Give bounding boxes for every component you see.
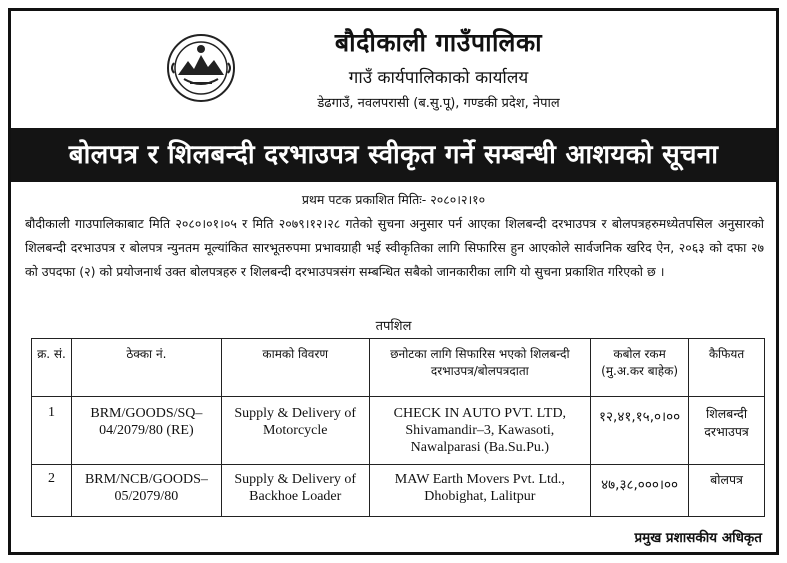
cell-bidder: CHECK IN AUTO PVT. LTD, Shivamandir–3, Kawasoti, Nawalparasi (Ba.Su.Pu.) bbox=[369, 397, 591, 465]
office-name: गाउँ कार्यपालिकाको कार्यालय bbox=[348, 68, 529, 88]
contract-table bbox=[31, 338, 765, 517]
signatory-title: प्रमुख प्रशासकीय अधिकृत bbox=[634, 530, 762, 546]
notice-title: बोलपत्र र शिलबन्दी दरभाउपत्र स्वीकृत गर्ने सम्बन्धी आशयको सूचना bbox=[11, 128, 776, 182]
cell-description: Supply & Delivery of Motorcycle bbox=[221, 397, 369, 465]
cell-description: Supply & Delivery of Backhoe Loader bbox=[221, 465, 369, 517]
header-bidder: छनोटका लागि सिफारिस भएको शिलबन्दी दरभाउपत्र/बोलपत्रदाता bbox=[369, 339, 591, 397]
cell-sn: 1 bbox=[32, 397, 72, 465]
office-address: डेढगाउँ, नवलपरासी (ब.सु.पू), गण्डकी प्रदेश, नेपाल bbox=[317, 96, 560, 111]
header-remarks: कैफियत bbox=[689, 339, 765, 397]
annex-title: तपशिल bbox=[375, 319, 412, 334]
header-description: कामको विवरण bbox=[221, 339, 369, 397]
cell-contract-no: BRM/GOODS/SQ–04/2079/80 (RE) bbox=[71, 397, 221, 465]
published-date: प्रथम पटक प्रकाशित मितिः- २०८०।२।१० bbox=[301, 192, 486, 207]
notice-frame bbox=[8, 8, 779, 555]
cell-remarks: बोलपत्र bbox=[689, 465, 765, 517]
table-row bbox=[32, 465, 765, 517]
cell-amount: १२,४१,१५,०।०० bbox=[591, 397, 689, 465]
header-sn: क्र. सं. bbox=[32, 339, 72, 397]
header-contract-no: ठेक्का नं. bbox=[71, 339, 221, 397]
cell-sn: 2 bbox=[32, 465, 72, 517]
cell-amount: ४७,३८,०००।०० bbox=[591, 465, 689, 517]
table-header-row bbox=[32, 339, 765, 397]
organization-name: बौदीकाली गाउँपालिका bbox=[334, 28, 543, 57]
cell-bidder: MAW Earth Movers Pvt. Ltd., Dhobighat, Lalitpur bbox=[369, 465, 591, 517]
header-amount: कबोल रकम (मु.अ.कर बाहेक) bbox=[591, 339, 689, 397]
letterhead bbox=[11, 11, 776, 129]
notice-body: बौदीकाली गाउपालिकाबाट मिति २०८०।०१।०५ र मिति २०७९।१२।२८ गतेको सुचना अनुसार पर्न आएका शिलबन्दी दरभाउपत्र र बोलपत्रहरुमध्येतपसिल अनुसारको शिलबन्दी दरभाउपत्र र बोलपत्र न्युनतम मूल्यांकित सारभूतरुपमा प्रभावग्राही भई स्वीकृतिका लागि सिफारिस हुन आएकोले सार्वजनिक खरिद ऐन, २०६३ को दफा २७ को उपदफा (२) को प्रयोजनार्थ उक्त बोलपत्रहरु र शिलबन्दी दरभाउपत्रसंग सम्बन्धित सबैको जानकारीका लागि यो सुचना प्रकाशित गरिएको छ । bbox=[25, 216, 764, 279]
table-row bbox=[32, 397, 765, 465]
cell-contract-no: BRM/NCB/GOODS–05/2079/80 bbox=[71, 465, 221, 517]
cell-remarks: शिलबन्दी दरभाउपत्र bbox=[689, 397, 765, 465]
